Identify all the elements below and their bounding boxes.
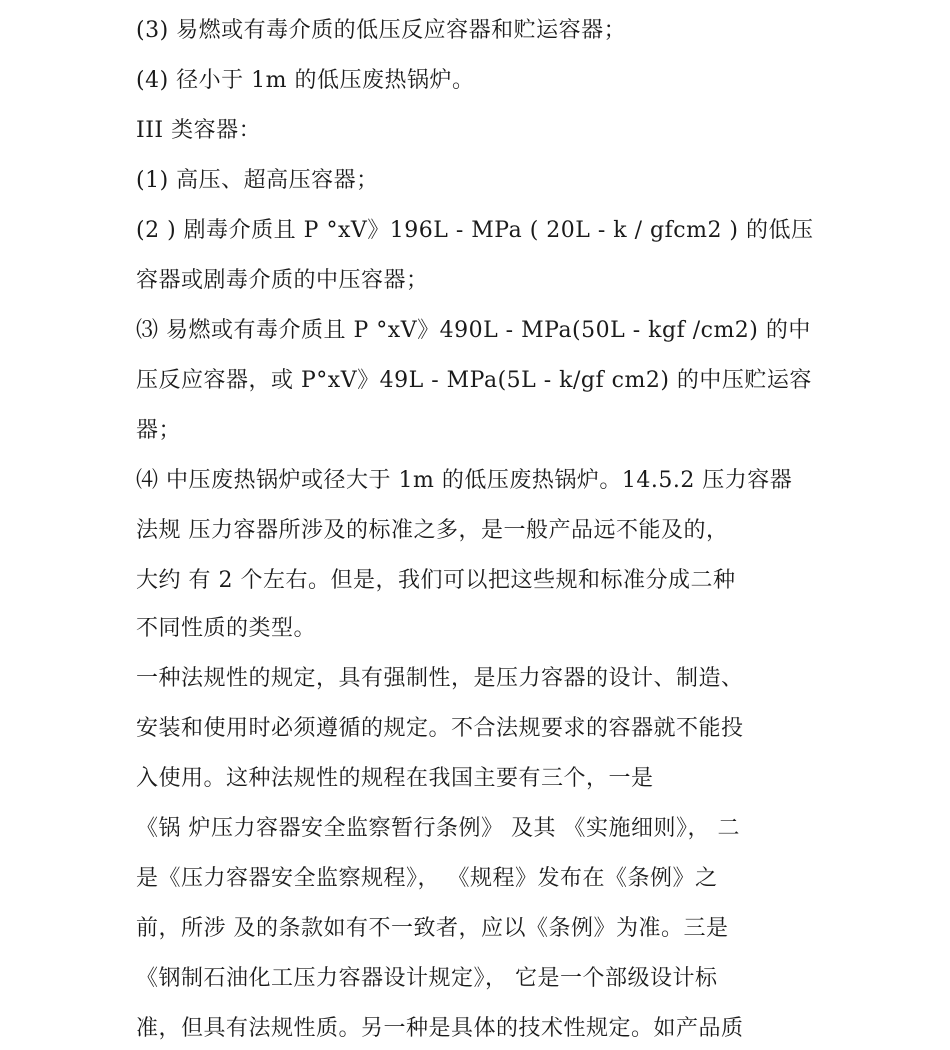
text-line: (4) 径小于 1m 的低压废热锅炉。 — [136, 68, 475, 93]
text-line: 压反应容器，或 P°xV》49L - MPa(5L - k/gf cm2) 的中压贮运容 — [136, 368, 812, 393]
text-line: 《钢制石油化工压力容器设计规定》， 它是一个部级设计标 — [136, 966, 718, 991]
text-line: 法规 压力容器所涉及的标准之多，是一般产品远不能及的， — [136, 518, 729, 543]
text-line: 器； — [136, 418, 182, 443]
text-line: (3) 易燃或有毒介质的低压反应容器和贮运容器； — [136, 18, 627, 43]
text-line: 准，但具有法规性质。另一种是具体的技术性规定。如产品质 — [136, 1016, 744, 1041]
text-line: 《锅 炉压力容器安全监察暂行条例》 及其 《实施细则》， 二 — [136, 816, 740, 841]
text-line: 容器或剧毒介质的中压容器； — [136, 268, 429, 293]
text-line: III 类容器： — [136, 118, 262, 143]
text-line: (1) 高压、超高压容器； — [136, 168, 379, 193]
text-line: (2 ) 剧毒介质且 P °xV》196L - MPa ( 20L - k / gfcm2 ) 的低压 — [136, 218, 814, 243]
text-line: 安装和使用时必须遵循的规定。不合法规要求的容器就不能投 — [136, 716, 744, 741]
text-line: ⑶ 易燃或有毒介质且 P °xV》490L - MPa(50L - kgf /cm2) 的中 — [136, 318, 811, 343]
text-line: 是《压力容器安全监察规程》， 《规程》发布在《条例》之 — [136, 866, 718, 891]
text-line: ⑷ 中压废热锅炉或径大于 1m 的低压废热锅炉。14.5.2 压力容器 — [136, 468, 793, 493]
text-line: 不同性质的类型。 — [136, 616, 317, 641]
text-line: 一种法规性的规定，具有强制性，是压力容器的设计、制造、 — [136, 666, 744, 691]
text-line: 大约 有 2 个左右。但是，我们可以把这些规和标准分成二种 — [136, 568, 736, 593]
text-line: 入使用。这种法规性的规程在我国主要有三个，一是 — [136, 766, 654, 791]
text-line: 前，所涉 及的条款如有不一致者，应以《条例》为准。三是 — [136, 916, 729, 941]
